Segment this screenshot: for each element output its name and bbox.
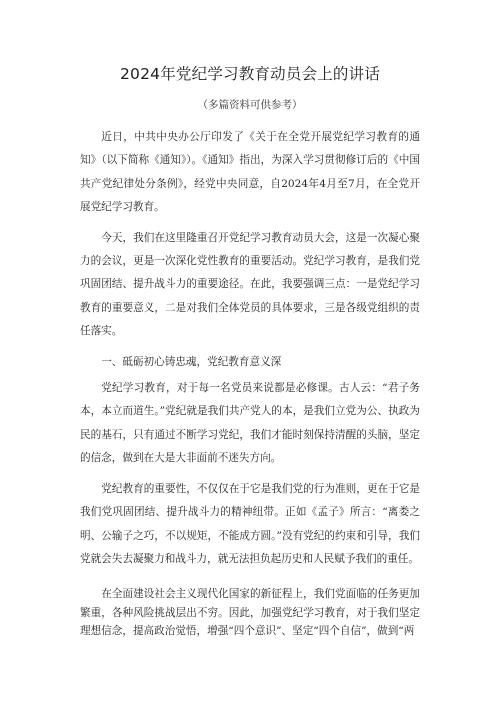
section-heading-1: 一、砥砺初心铸忠魂，党纪教育意义深 — [101, 355, 282, 368]
paragraph-new-journey: 在全面建设社会主义现代化国家的新征程上，我们党面临的任务更加繁重，各种风险挑战层出不穷。因此，加强党纪学习教育，对于我们坚定理想信念，提高政治觉悟，增强“四个意识”、坚定“四个自信”，做到“两 — [80, 588, 420, 638]
paragraph-importance: 党纪教育的重要性，不仅仅在于它是我们党的行为准则，更在于它是我们党巩固团结、提升战斗力的精神纽带。正如《孟子》所言：“离娄之明、公输子之巧，不以规矩，不能成方圆。”没有党纪的约束和引导，我们党就会失去凝聚力和战斗力，就无法担负起历史和人民赋予我们的重任。 — [80, 482, 420, 565]
document-subtitle: （多篇资料可供参考） — [197, 99, 303, 111]
paragraph-intro: 近日，中共中央办公厅印发了《关于在全党开展党纪学习教育的通知》（以下简称《通知》）。《通知》指出，为深入学习贯彻修订后的《中国共产党纪律处分条例》，经党中央同意，自2024年4月至7月，在全党开展党纪学习教育。 — [80, 131, 420, 214]
paragraph-required-course: 党纪学习教育，对于每一名党员来说都是必修课。古人云：“君子务本，本立而道生。”党纪就是我们共产党人的本，是我们立党为公、执政为民的基石，只有通过不断学习党纪，我们才能时刻保持清醒的头脑，坚定的信念，做到在大是大非面前不迷失方向。 — [80, 382, 420, 465]
document-body — [80, 126, 420, 648]
document-title: 2024年党纪学习教育动员会上的讲话 — [119, 65, 381, 83]
paragraph-meeting: 今天，我们在这里隆重召开党纪学习教育动员大会，这是一次凝心聚力的会议，更是一次深化党性教育的重要活动。党纪学习教育，是我们党巩固团结、提升战斗力的重要途径。在此，我要强调三点：一是党纪学习教育的重要意义，二是对我们全体党员的具体要求，三是各级党组织的责任落实。 — [80, 231, 420, 338]
